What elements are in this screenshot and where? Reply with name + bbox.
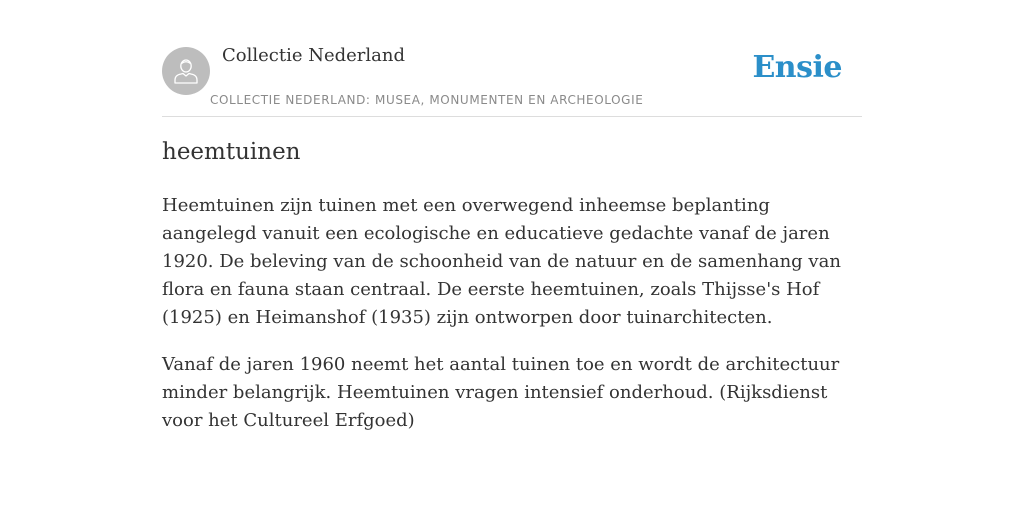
entry-definition xyxy=(162,192,868,454)
definition-paragraph: Vanaf de jaren 1960 neemt het aantal tuinen toe en wordt de architectuur minder belangrijk. Heemtuinen vragen intensief onderhoud. (Rijksdienst voor het Cultureel Erfgoed) xyxy=(162,354,840,431)
definition-card xyxy=(162,0,862,431)
author-avatar[interactable] xyxy=(162,47,210,95)
card-header xyxy=(162,0,862,117)
ensie-logo[interactable]: Ensie xyxy=(752,50,842,85)
entry-term: heemtuinen xyxy=(162,139,301,165)
collection-label[interactable]: COLLECTIE NEDERLAND: MUSEA, MONUMENTEN EN ARCHEOLOGIE xyxy=(210,93,644,107)
user-silhouette-icon xyxy=(171,56,201,86)
author-name[interactable]: Collectie Nederland xyxy=(222,45,406,66)
definition-paragraph: Heemtuinen zijn tuinen met een overwegend inheemse beplanting aangelegd vanuit een ecologische en educatieve gedachte vanaf de jaren 1920. De beleving van de schoonheid van de natuur en de samenhang van flora en fauna staan centraal. De eerste heemtuinen, zoals Thijsse's Hof (1925) en Heimanshof (1935) zijn ontworpen door tuinarchitecten. xyxy=(162,195,841,328)
